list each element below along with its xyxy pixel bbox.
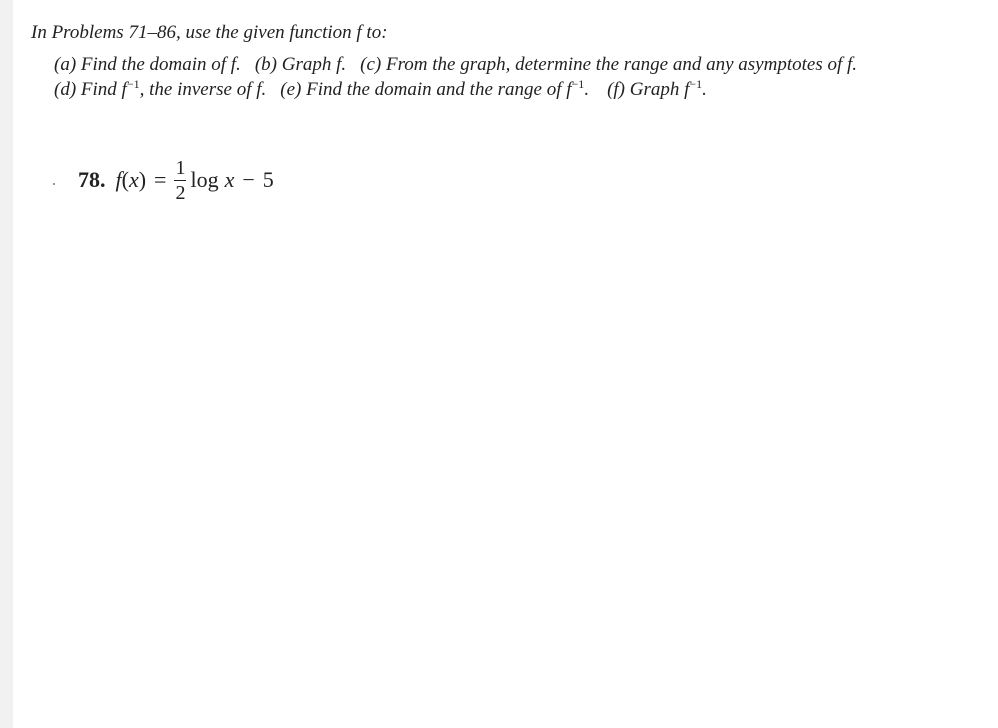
problem-number: 78.	[78, 167, 106, 192]
minus-sign: −	[242, 167, 255, 192]
left-margin-strip	[0, 0, 13, 728]
function-name: f	[115, 167, 122, 192]
instruction-line-2	[54, 79, 707, 101]
fraction-numerator: 1	[175, 156, 186, 179]
part-a: (a) Find the domain of f.	[54, 54, 241, 75]
problem-instructions: In Problems 71–86, use the given function f to:	[31, 22, 388, 43]
constant-term: 5	[262, 167, 274, 192]
part-e: (e) Find the domain and the range of $f^{-1}$.	[280, 77, 590, 100]
equals-sign: =	[154, 167, 167, 192]
margin-dot	[53, 183, 55, 185]
fraction-denominator: 2	[175, 181, 186, 204]
log-operator: log	[190, 167, 219, 192]
fraction-bar	[174, 180, 186, 181]
instruction-line-1	[54, 54, 857, 76]
function-argument: x	[128, 167, 139, 192]
part-b: (b) Graph f.	[254, 54, 347, 75]
part-f: (f) Graph $f^{-1}$.	[607, 77, 707, 100]
textbook-page	[13, 0, 998, 728]
part-d: (d) Find $f^{-1}$, the inverse of f.	[54, 77, 267, 100]
log-argument: x	[224, 167, 235, 192]
problem-78: 78. f ( x ) = $\frac{1}{2}$ log x − 5	[78, 156, 274, 204]
part-c: (c) From the graph, determine the range and any asymptotes of f.	[360, 54, 858, 75]
fraction-one-half	[174, 158, 186, 203]
